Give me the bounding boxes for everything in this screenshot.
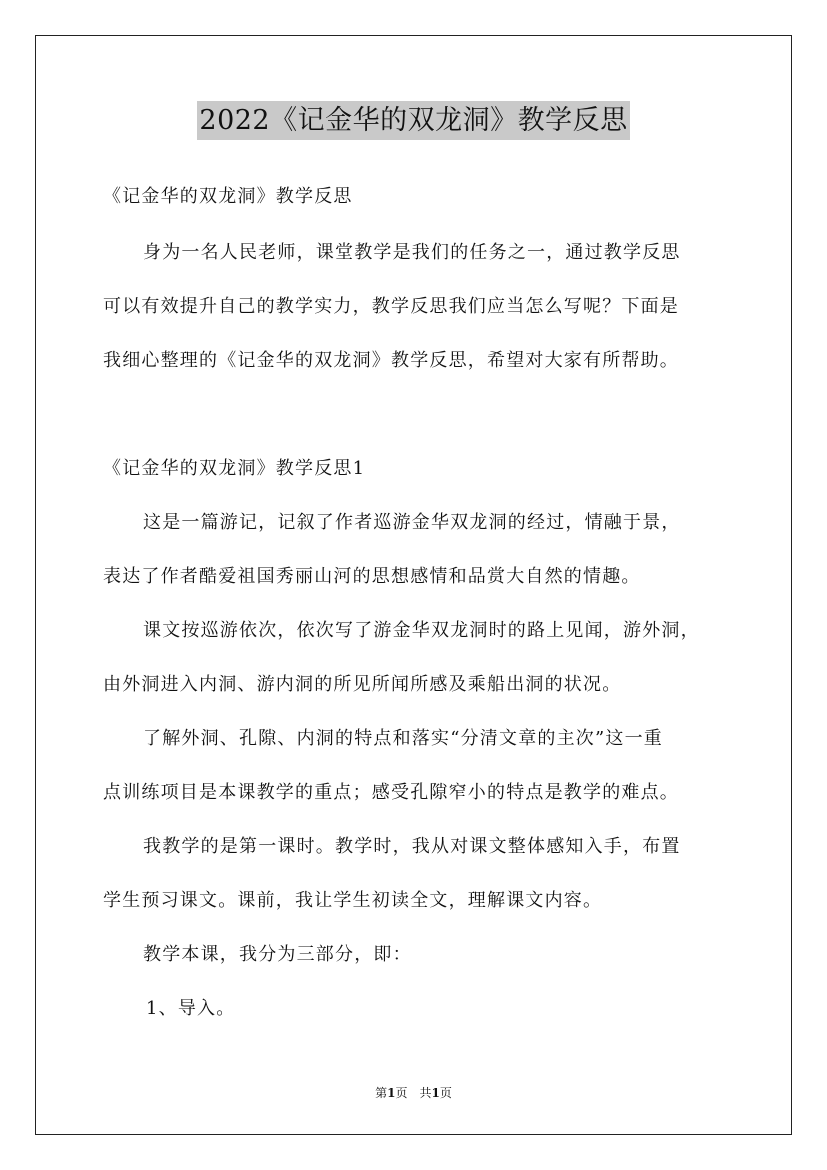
paragraph-line: 这是一篇游记，记叙了作者巡游金华双龙洞的经过，情融于景， [143, 512, 681, 533]
paragraph-line: 由外洞进入内洞、游内洞的所见所闻所感及乘船出洞的状况。 [103, 674, 622, 695]
subtitle: 《记金华的双龙洞》教学反思 [103, 186, 353, 207]
paragraph-line: 学生预习课文。课前，我让学生初读全文，理解课文内容。 [103, 890, 603, 911]
intro-line-1: 身为一名人民老师，课堂教学是我们的任务之一，通过教学反思 [143, 242, 681, 263]
document-title: 2022《记金华的双龙洞》教学反思 [0, 98, 827, 137]
intro-line-2: 可以有效提升自己的教学实力，教学反思我们应当怎么写呢？下面是 [103, 296, 679, 317]
page-footer: 第1页 共1页 [375, 1086, 452, 1100]
paragraph-line: 了解外洞、孔隙、内洞的特点和落实“分清文章的主次”这一重 [143, 728, 664, 749]
total-pages: 1 [431, 1086, 440, 1100]
paragraph-line: 1、导入。 [146, 998, 236, 1019]
section-heading: 《记金华的双龙洞》教学反思1 [103, 458, 366, 479]
page-number: 1 [387, 1086, 396, 1100]
paragraph-line: 课文按巡游依次，依次写了游金华双龙洞时的路上见闻，游外洞， [143, 620, 700, 641]
paragraph-line: 表达了作者酷爱祖国秀丽山河的思想感情和品赏大自然的情趣。 [103, 566, 641, 587]
paragraph-line: 我教学的是第一课时。教学时，我从对课文整体感知入手，布置 [143, 836, 681, 857]
paragraph-line: 教学本课，我分为三部分，即： [143, 944, 412, 965]
paragraph-line: 点训练项目是本课教学的重点；感受孔隙窄小的特点是教学的难点。 [103, 782, 679, 803]
intro-line-3: 我细心整理的《记金华的双龙洞》教学反思，希望对大家有所帮助。 [103, 350, 679, 371]
